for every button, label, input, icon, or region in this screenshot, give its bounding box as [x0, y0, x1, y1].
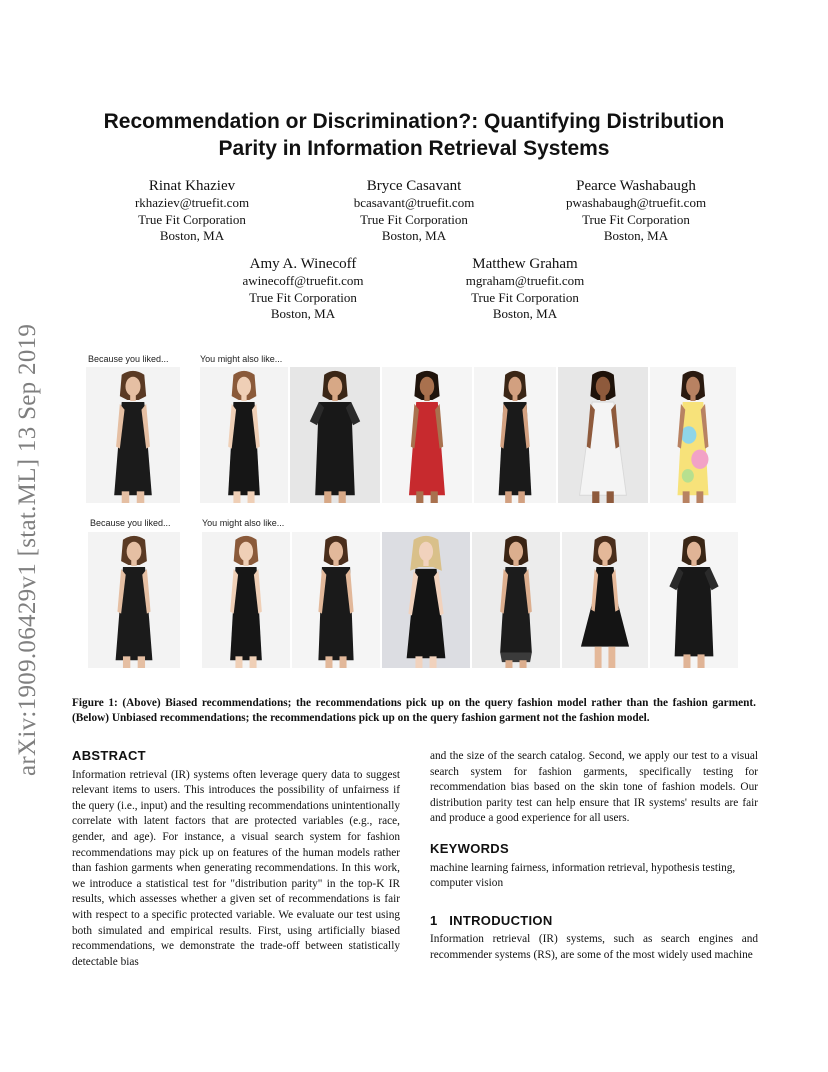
author-org: True Fit Corporation: [138, 211, 246, 227]
author-location: Boston, MA: [159, 228, 225, 243]
fashion-photo: [650, 532, 738, 668]
author-location: Boston, MA: [270, 306, 336, 321]
author-name: Matthew Graham: [472, 256, 578, 272]
fashion-photo: [382, 367, 472, 503]
fashion-photo: [650, 367, 736, 503]
fashion-photo: [562, 532, 648, 668]
fashion-photo: [558, 367, 648, 503]
author-email: awinecoff@truefit.com: [242, 273, 364, 288]
keywords-text: machine learning fairness, information retrieval, hypothesis testing, computer vision: [430, 861, 736, 890]
fashion-photo: [86, 367, 180, 503]
author-email: rkhaziev@truefit.com: [134, 195, 250, 210]
fashion-photo: [88, 532, 180, 668]
intro-text: Information retrieval (IR) systems, such as search engines and recommender systems (RS), are some of the most widely used machine: [430, 933, 758, 961]
author-org: True Fit Corporation: [249, 289, 357, 305]
author-org: True Fit Corporation: [360, 211, 468, 227]
author-location: Boston, MA: [492, 306, 558, 321]
row2-recs-label: You might also like...: [202, 518, 285, 528]
author-org: True Fit Corporation: [471, 289, 579, 305]
abstract-text: Information retrieval (IR) systems often leverage query data to suggest relevant items to users. This introduces the possibility of unfairness if the query (i.e., input) and the resulting recommendations unintentionally correlate with latent factors that are protected variables (e.g., race, gender, and age). For instance, a visual search system for fashion recommendations may pick up on features of the human models rather than fashion garments when generating recommendations. In this work, we introduce a statistical test for "distribution parity" in the top-K IR results, which assesses whether a given set of recommendations is fair with respect to a specific protected variable. We evaluate our test using both simulated and empirical results. First, using artificially biased recommendations, we demonstrate the trade-off between statistically detectable bias: [72, 768, 400, 968]
author-email: bcasavant@truefit.com: [353, 195, 475, 210]
fashion-photo: [472, 532, 560, 668]
author-org: True Fit Corporation: [582, 211, 690, 227]
author-location: Boston, MA: [381, 228, 447, 243]
title-line-2: Parity in Information Retrieval Systems: [218, 137, 610, 160]
fashion-photo: [202, 532, 290, 668]
abstract-text-continued: and the size of the search catalog. Second, we apply our test to a visual search system for fashion garments, specifically testing for recommendation bias based on the skin tone of fashion models. Our distribution parity test can help ensure that IR systems' results are fair and produce a good experience for all users.: [430, 750, 758, 825]
row2-query-label: Because you liked...: [90, 518, 171, 528]
author-email: pwashabaugh@truefit.com: [565, 195, 707, 210]
fashion-photo: [200, 367, 288, 503]
fashion-photo: [290, 367, 380, 503]
fashion-photo: [474, 367, 556, 503]
author-name: Pearce Washabaugh: [576, 178, 696, 194]
author-email: mgraham@truefit.com: [465, 273, 585, 288]
intro-heading: 1 INTRODUCTION: [430, 912, 553, 928]
fashion-photo: [382, 532, 470, 668]
title-line-1: Recommendation or Discrimination?: Quantifying Distribution: [103, 110, 725, 133]
row1-query-label: Because you liked...: [88, 354, 169, 364]
abstract-column: [72, 748, 400, 970]
keywords-heading: KEYWORDS: [430, 840, 509, 856]
author-block: [299, 177, 529, 245]
abstract-heading: ABSTRACT: [72, 748, 146, 763]
author-block: [521, 177, 751, 245]
paper-title: [60, 108, 768, 162]
figure-caption: Figure 1: (Above) Biased recommendations; the recommendations pick up on the query fashion model rather than the fashion garment. (Below) Unbiased recommendations; the recommendations pick up on the query fashion garment not the fashion model.: [72, 697, 756, 724]
row1-recs-label: You might also like...: [200, 354, 283, 364]
author-name: Rinat Khaziev: [148, 178, 236, 194]
author-block: [410, 255, 640, 323]
author-block: [188, 255, 418, 323]
author-name: Amy A. Winecoff: [249, 256, 357, 272]
fashion-photo: [292, 532, 380, 668]
right-column: [430, 749, 758, 964]
author-location: Boston, MA: [603, 228, 669, 243]
author-name: Bryce Casavant: [366, 178, 462, 194]
author-block: [77, 177, 307, 245]
